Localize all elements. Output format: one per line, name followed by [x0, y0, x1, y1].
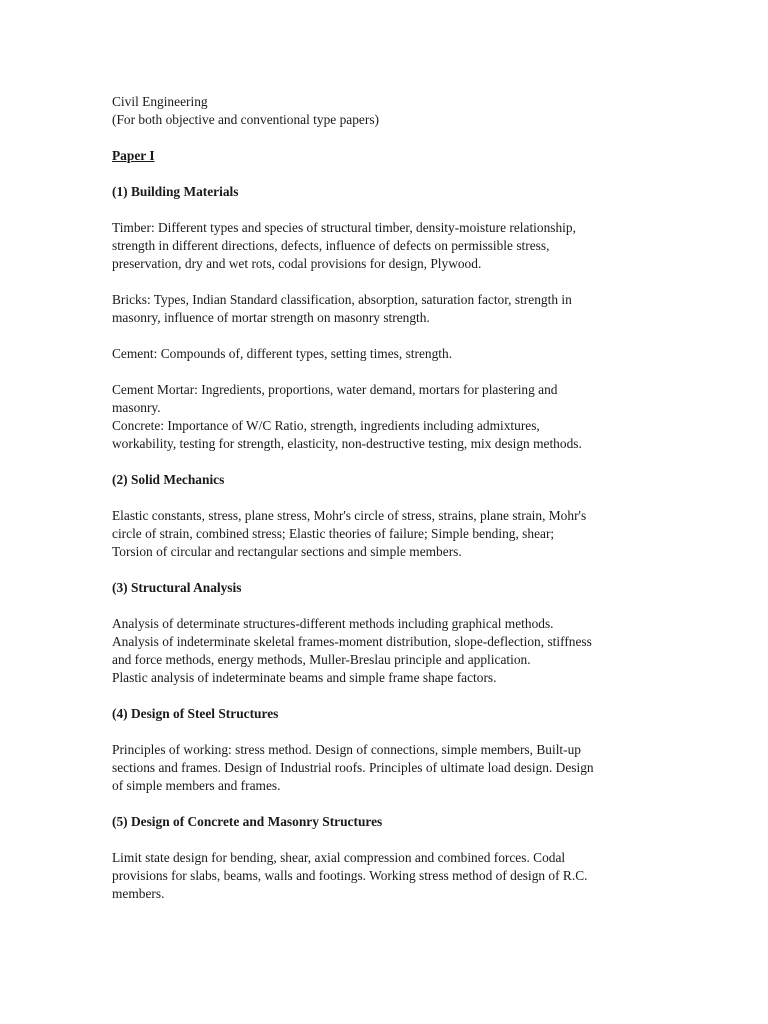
section-paragraph [112, 345, 660, 363]
section-paragraph [112, 219, 660, 273]
paragraph-line: of simple members and frames. [112, 778, 281, 793]
paragraph-line: circle of strain, combined stress; Elastic theories of failure; Simple bending, shear; [112, 526, 555, 541]
paragraph-line: workability, testing for strength, elasticity, non-destructive testing, mix design methods. [112, 436, 582, 451]
paragraph-line: strength in different directions, defects, influence of defects on permissible stress, [112, 238, 550, 253]
spacer [112, 165, 660, 183]
sections-container [112, 165, 660, 903]
spacer [112, 795, 660, 813]
paragraph-line: and force methods, energy methods, Muller-Breslau principle and application. [112, 652, 531, 667]
spacer [112, 723, 660, 741]
paragraph-line: masonry. [112, 400, 161, 415]
paragraph-line: Limit state design for bending, shear, axial compression and combined forces. Codal [112, 850, 566, 865]
spacer [112, 129, 660, 147]
paragraph-line: Cement Mortar: Ingredients, proportions, water demand, mortars for plastering and [112, 382, 558, 397]
spacer [112, 561, 660, 579]
section-paragraph [112, 381, 660, 453]
spacer [112, 273, 660, 291]
spacer [112, 363, 660, 381]
paragraph-line: Cement: Compounds of, different types, setting times, strength. [112, 346, 453, 361]
paragraph-line: provisions for slabs, beams, walls and footings. Working stress method of design of R.C. [112, 868, 588, 883]
section-paragraph [112, 291, 660, 327]
document-page [112, 93, 660, 903]
spacer [112, 597, 660, 615]
section-paragraph [112, 741, 660, 795]
section-heading: (5) Design of Concrete and Masonry Structures [112, 814, 383, 829]
spacer [112, 831, 660, 849]
document-title: Civil Engineering [112, 94, 208, 109]
spacer [112, 201, 660, 219]
paragraph-line: members. [112, 886, 165, 901]
paragraph-line: Concrete: Importance of W/C Ratio, strength, ingredients including admixtures, [112, 418, 540, 433]
spacer [112, 453, 660, 471]
spacer [112, 489, 660, 507]
paragraph-line: Torsion of circular and rectangular sections and simple members. [112, 544, 462, 559]
paper-heading: Paper I [112, 148, 155, 163]
spacer [112, 327, 660, 345]
paragraph-line: Elastic constants, stress, plane stress, Mohr's circle of stress, strains, plane strain, Mohr's [112, 508, 587, 523]
section-heading: (1) Building Materials [112, 184, 239, 199]
paragraph-line: Bricks: Types, Indian Standard classification, absorption, saturation factor, strength in [112, 292, 572, 307]
paragraph-line: Timber: Different types and species of structural timber, density-moisture relationship, [112, 220, 576, 235]
paragraph-line: masonry, influence of mortar strength on masonry strength. [112, 310, 430, 325]
section-heading: (2) Solid Mechanics [112, 472, 225, 487]
paragraph-line: sections and frames. Design of Industrial roofs. Principles of ultimate load design. Design [112, 760, 594, 775]
paragraph-line: Analysis of determinate structures-different methods including graphical methods. [112, 616, 554, 631]
document-subtitle: (For both objective and conventional type papers) [112, 112, 379, 127]
section-paragraph [112, 615, 660, 687]
paragraph-line: Principles of working: stress method. Design of connections, simple members, Built-up [112, 742, 581, 757]
paragraph-line: preservation, dry and wet rots, codal provisions for design, Plywood. [112, 256, 482, 271]
spacer [112, 687, 660, 705]
section-heading: (4) Design of Steel Structures [112, 706, 279, 721]
section-paragraph [112, 507, 660, 561]
paragraph-line: Analysis of indeterminate skeletal frames-moment distribution, slope-deflection, stiffness [112, 634, 592, 649]
paragraph-line: Plastic analysis of indeterminate beams and simple frame shape factors. [112, 670, 497, 685]
section-paragraph [112, 849, 660, 903]
section-heading: (3) Structural Analysis [112, 580, 242, 595]
